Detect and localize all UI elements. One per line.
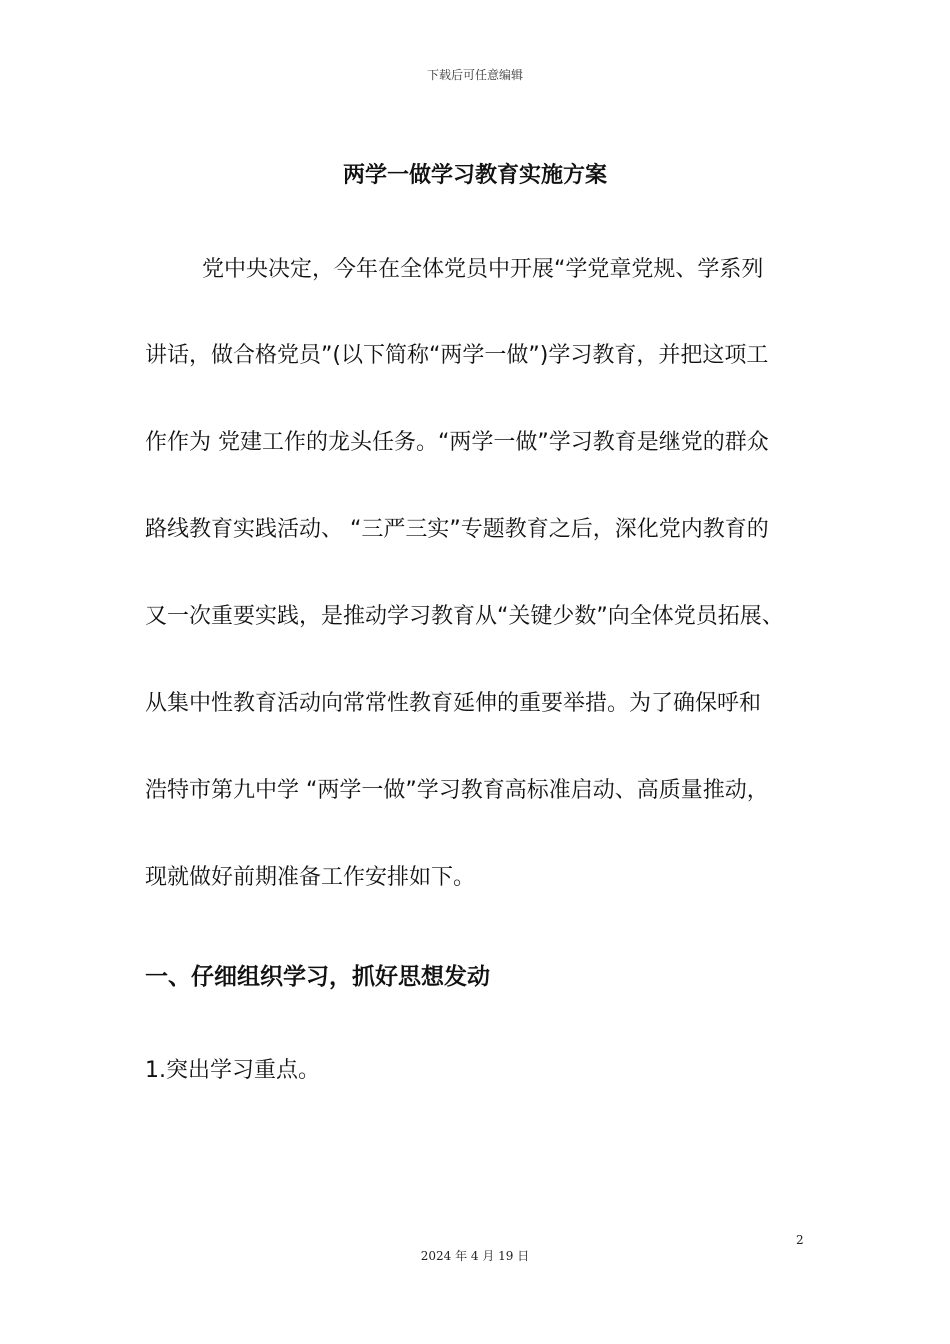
paragraph-line: 讲话，做合格党员”(以下简称“两学一做”)学习教育，并把这项工 [145, 343, 769, 368]
paragraph-line: 作作为 党建工作的龙头任务。“两学一做”学习教育是继党的群众 [145, 430, 769, 455]
page-number: 2 [796, 1233, 804, 1247]
paragraph-line: 浩特市第九中学 “两学一做”学习教育高标准启动、高质量推动， [145, 778, 769, 803]
paragraph-line: 从集中性教育活动向常常性教育延伸的重要举措。为了确保呼和 [145, 691, 762, 716]
paragraph-line: 路线教育实践活动、 “三严三实”专题教育之后，深化党内教育的 [145, 517, 769, 542]
header-note: 下载后可任意编辑 [426, 68, 523, 82]
document-title: 两学一做学习教育实施方案 [342, 163, 607, 188]
paragraph-line: 现就做好前期准备工作安排如下。 [145, 865, 476, 890]
subsection-heading: 1.突出学习重点。 [145, 1058, 320, 1083]
paragraph-line: 党中央决定，今年在全体党员中开展“学党章党规、学系列 [202, 257, 764, 282]
footer-date: 2024 年 4 月 19 日 [420, 1249, 530, 1263]
paragraph-line: 又一次重要实践，是推动学习教育从“关键少数”向全体党员拓展、 [145, 604, 784, 629]
section-heading: 一、仔细组织学习，抓好思想发动 [145, 964, 490, 990]
